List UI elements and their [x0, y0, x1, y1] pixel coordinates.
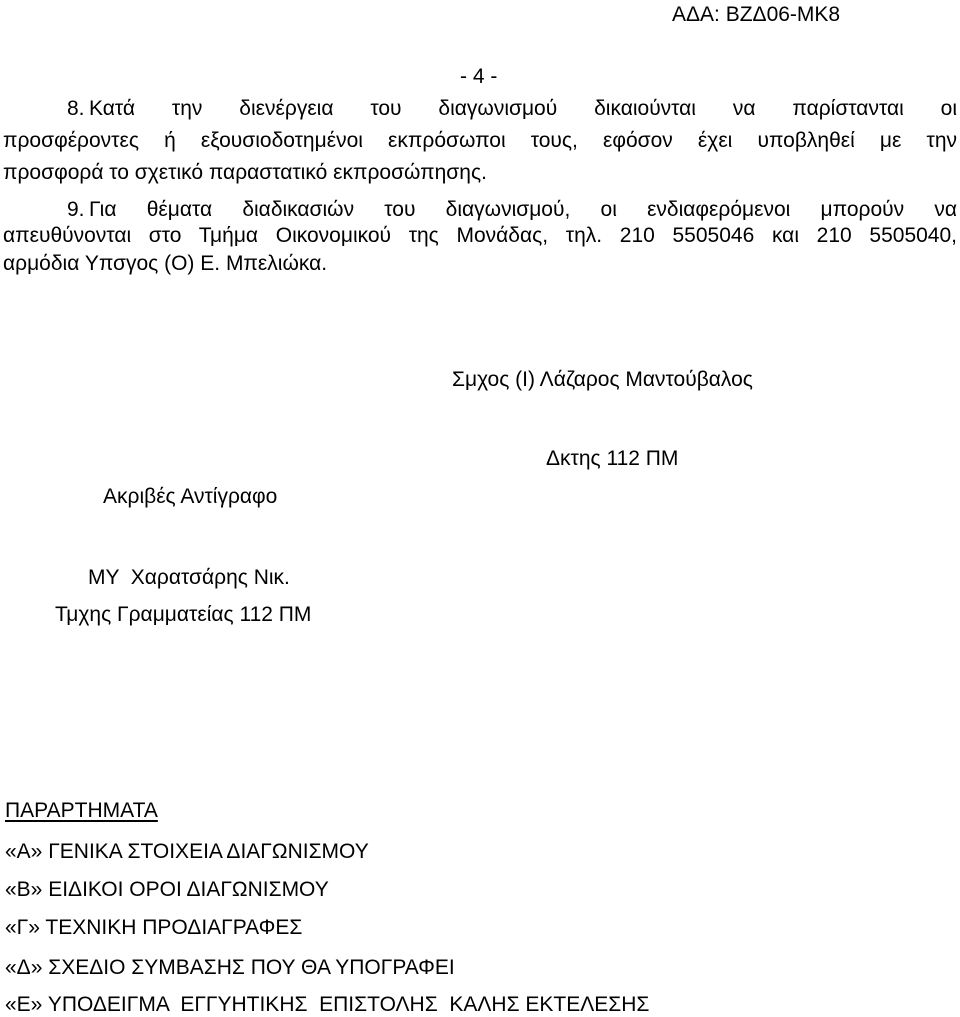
paragraph-8-text-1: Κατά την διενέργεια του διαγωνισμού δικαιούνται να παρίστανται οι: [89, 97, 957, 120]
annex-item-d: «Δ» ΣΧΕΔΙΟ ΣΥΜΒΑΣΗΣ ΠΟΥ ΘΑ ΥΠΟΓΡΑΦΕΙ: [5, 956, 455, 979]
paragraph-8-line-2: προσφέροντες ή εξουσιοδοτημένοι εκπρόσωποι τους, εφόσον έχει υποβληθεί με την: [3, 129, 957, 152]
paragraph-8-line-1: [3, 98, 957, 119]
paragraph-8-number: 8.: [67, 97, 85, 120]
annexes-heading: ΠΑΡΑΡΤΗΜΑΤΑ: [5, 799, 158, 822]
annex-item-a: «Α» ΓΕΝΙΚΑ ΣΤΟΙΧΕΙΑ ΔΙΑΓΩΝΙΣΜΟΥ: [5, 840, 369, 863]
certifier-name: ΜΥ Χαρατσάρης Νικ.: [88, 566, 290, 589]
certifier-title: Τμχης Γραμματείας 112 ΠΜ: [55, 603, 312, 626]
signatory-name: Σμχος (Ι) Λάζαρος Μαντούβαλος: [452, 368, 753, 391]
paragraph-9-line-2: απευθύνονται στο Τμήμα Οικονομικού της Μονάδας, τηλ. 210 5505046 και 210 5505040,: [3, 224, 957, 247]
paragraph-9-line-3: αρμόδια Υπσγος (Ο) Ε. Μπελιώκα.: [3, 252, 328, 275]
paragraph-9-text-1: Για θέματα διαδικασιών του διαγωνισμού, οι ενδιαφερόμενοι μπορούν να: [89, 198, 957, 221]
annex-item-b: «Β» ΕΙΔΙΚΟΙ ΟΡΟΙ ΔΙΑΓΩΝΙΣΜΟΥ: [5, 878, 329, 901]
paragraph-9-line-1: [3, 199, 957, 220]
ada-code: ΑΔΑ: ΒΖΔ06-ΜΚ8: [672, 3, 841, 26]
annex-item-c: «Γ» ΤΕΧΝΙΚΗ ΠΡΟΔΙΑΓΡΑΦΕΣ: [5, 916, 303, 939]
certified-copy-label: Ακριβές Αντίγραφο: [103, 485, 278, 508]
page-number: - 4 -: [460, 65, 498, 88]
paragraph-9-number: 9.: [67, 198, 85, 221]
annex-item-e: «Ε» ΥΠΟΔΕΙΓΜΑ ΕΓΓΥΗΤΙΚΗΣ ΕΠΙΣΤΟΛΗΣ ΚΑΛΗΣ ΕΚΤΕΛΕΣΗΣ: [5, 993, 650, 1016]
signatory-title: Δκτης 112 ΠΜ: [546, 447, 679, 470]
paragraph-8-line-3: προσφορά το σχετικό παραστατικό εκπροσώπησης.: [3, 161, 487, 184]
